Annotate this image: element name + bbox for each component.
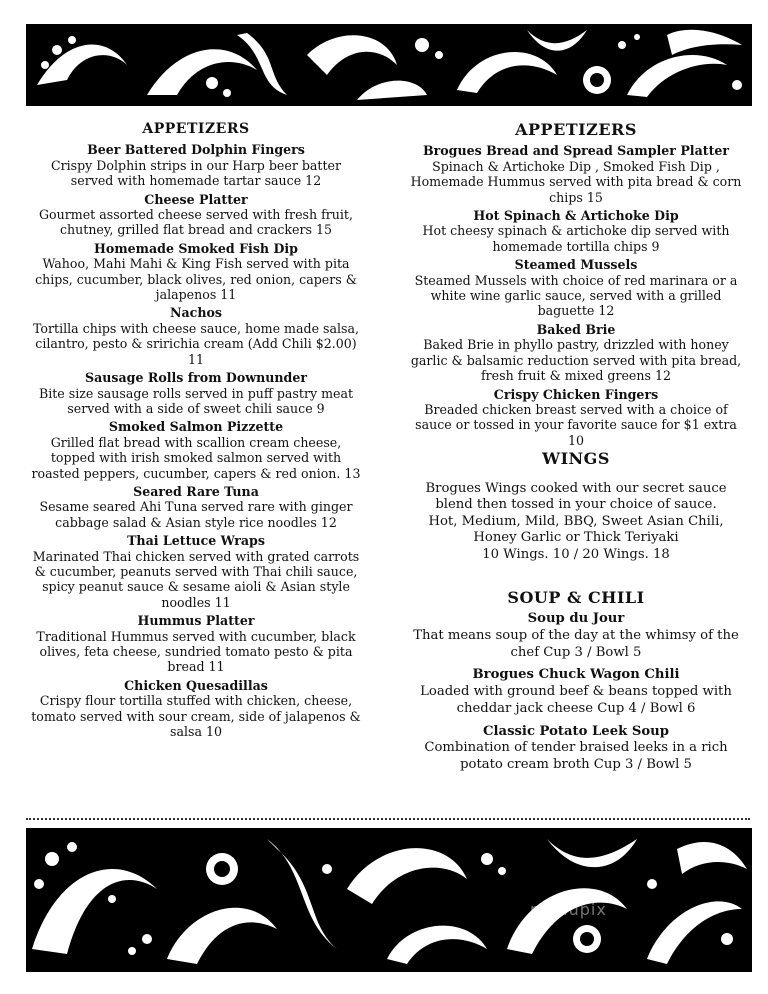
menu-item-description: Gourmet assorted cheese served with fresh fruit, chutney, grilled flat bread and crackers 15 xyxy=(39,207,353,238)
menu-item-description: Marinated Thai chicken served with grated carrots & cucumber, peanuts served with Thai chili sauce, spicy peanut sauce & sesame aioli & Asian style noodles 11 xyxy=(32,548,360,610)
menu-item-name: Classic Potato Leek Soup xyxy=(483,723,669,739)
menu-item-description: Loaded with ground beef & beans topped with cheddar jack cheese Cup 4 / Bowl 6 xyxy=(420,684,732,716)
wings-line: Brogues Wings cooked with our secret sauce blend then tossed in your choice of sauce. xyxy=(425,480,727,513)
menu-item xyxy=(410,322,742,384)
menu-item-name: Chicken Quesadillas xyxy=(124,677,268,693)
appetizer-list xyxy=(30,142,362,739)
soup-list xyxy=(410,611,742,774)
menu-item-description: Wahoo, Mahi Mahi & King Fish served with pita chips, cucumber, black olives, red onion, capers & jalapenos 11 xyxy=(35,256,357,303)
menu-item-name: Steamed Mussels xyxy=(514,257,638,273)
wings-sauces: Hot, Medium, Mild, BBQ, Sweet Asian Chili, Honey Garlic or Thick Teriyaki xyxy=(428,513,724,546)
menu-item-name: Nachos xyxy=(170,305,222,321)
menu-item-description: Tortilla chips with cheese sauce, home made salsa, cilantro, pesto & sririchia cream (Add Chili $2.00) 11 xyxy=(33,320,359,367)
menu-item-description: Combination of tender braised leeks in a rich potato cream broth Cup 3 / Bowl 5 xyxy=(424,740,728,773)
menu-item xyxy=(410,724,742,774)
menu-item xyxy=(30,613,362,675)
section-title-appetizers: APPETIZERS xyxy=(142,121,250,137)
menu-item-name: Sausage Rolls from Downunder xyxy=(84,370,308,386)
menu-item xyxy=(30,678,362,740)
damask-pattern-icon xyxy=(27,829,751,971)
menu-item-name: Seared Rare Tuna xyxy=(133,483,259,499)
menu-item xyxy=(410,257,742,319)
menu-item xyxy=(410,667,742,717)
menu-item-name: Smoked Salmon Pizzette xyxy=(108,419,284,435)
menu-item-description: Grilled flat bread with scallion cream cheese, topped with irish smoked salmon served with roasted peppers, cucumber, capers & red onion. 13 xyxy=(31,434,361,481)
menu-item-description: Traditional Hummus served with cucumber, black olives, feta cheese, sundried tomato pesto & pita bread 11 xyxy=(36,628,356,675)
menu-item xyxy=(30,533,362,610)
menu-item-name: Thai Lettuce Wraps xyxy=(127,533,265,549)
menu-item-name: Brogues Chuck Wagon Chili xyxy=(472,667,680,683)
watermark: menupix xyxy=(530,900,607,919)
section-title-appetizers-2: APPETIZERS xyxy=(515,120,637,139)
menu-item-description: Crispy flour tortilla stuffed with chicken, cheese, tomato served with sour cream, side of jalapenos & salsa 10 xyxy=(31,693,361,740)
menu-item-description: Hot cheesy spinach & artichoke dip served with homemade tortilla chips 9 xyxy=(422,223,730,254)
menu-item-description: Crispy Dolphin strips in our Harp beer batter served with homemade tartar sauce 12 xyxy=(50,157,342,189)
wings-prices: 10 Wings. 10 / 20 Wings. 18 xyxy=(482,546,670,562)
menu-item-name: Crispy Chicken Fingers xyxy=(493,386,659,402)
menu-item-name: Hot Spinach & Artichoke Dip xyxy=(473,208,679,224)
menu-item-name: Cheese Platter xyxy=(144,191,248,207)
menu-item xyxy=(410,611,742,661)
menu-item-description: Steamed Mussels with choice of red marinara or a white wine garlic sauce, served with a grilled baguette 12 xyxy=(414,272,738,319)
menu-item-description: Spinach & Artichoke Dip , Smoked Fish Dip , Homemade Hummus served with pita bread & corn chips 15 xyxy=(410,158,742,205)
menu-item xyxy=(30,484,362,530)
menu-item-description: Bite size sausage rolls served in puff pastry meat served with a side of sweet chili sauce 9 xyxy=(38,385,354,416)
right-menu-column xyxy=(410,122,742,780)
left-menu-column xyxy=(30,122,362,742)
menu-item xyxy=(30,419,362,481)
menu-item xyxy=(30,142,362,188)
section-title-wings: WINGS xyxy=(542,449,610,469)
menu-item-name: Hummus Platter xyxy=(137,613,255,629)
menu-item xyxy=(410,143,742,205)
bottom-damask-banner xyxy=(26,828,752,972)
menu-item xyxy=(30,241,362,303)
menu-item-name: Homemade Smoked Fish Dip xyxy=(94,240,298,256)
top-damask-banner xyxy=(26,24,752,106)
menu-item-description: Breaded chicken breast served with a choice of sauce or tossed in your favorite sauce for $1 extra 10 xyxy=(415,401,737,448)
menu-item-name: Baked Brie xyxy=(536,321,616,337)
menu-item xyxy=(30,305,362,367)
menu-item-name: Beer Battered Dolphin Fingers xyxy=(87,142,305,158)
dotted-divider xyxy=(26,818,750,820)
menu-item-description: Baked Brie in phyllo pastry, drizzled with honey garlic & balsamic reduction served with pita bread, fresh fruit & mixed greens 12 xyxy=(410,337,742,384)
damask-pattern-icon xyxy=(27,25,751,105)
section-title-soup-chili: SOUP & CHILI xyxy=(507,587,645,607)
appetizer-list-2 xyxy=(410,143,742,448)
menu-item-description: That means soup of the day at the whimsy of the chef Cup 3 / Bowl 5 xyxy=(413,627,739,660)
menu-item xyxy=(410,208,742,254)
menu-item xyxy=(30,370,362,416)
wings-description xyxy=(410,481,742,564)
menu-item-name: Soup du Jour xyxy=(527,610,625,626)
menu-item xyxy=(30,192,362,238)
menu-item-name: Brogues Bread and Spread Sampler Platter xyxy=(422,143,730,159)
menu-item-description: Sesame seared Ahi Tuna served rare with ginger cabbage salad & Asian style rice noodles 12 xyxy=(39,499,353,530)
menu-item xyxy=(410,387,742,449)
